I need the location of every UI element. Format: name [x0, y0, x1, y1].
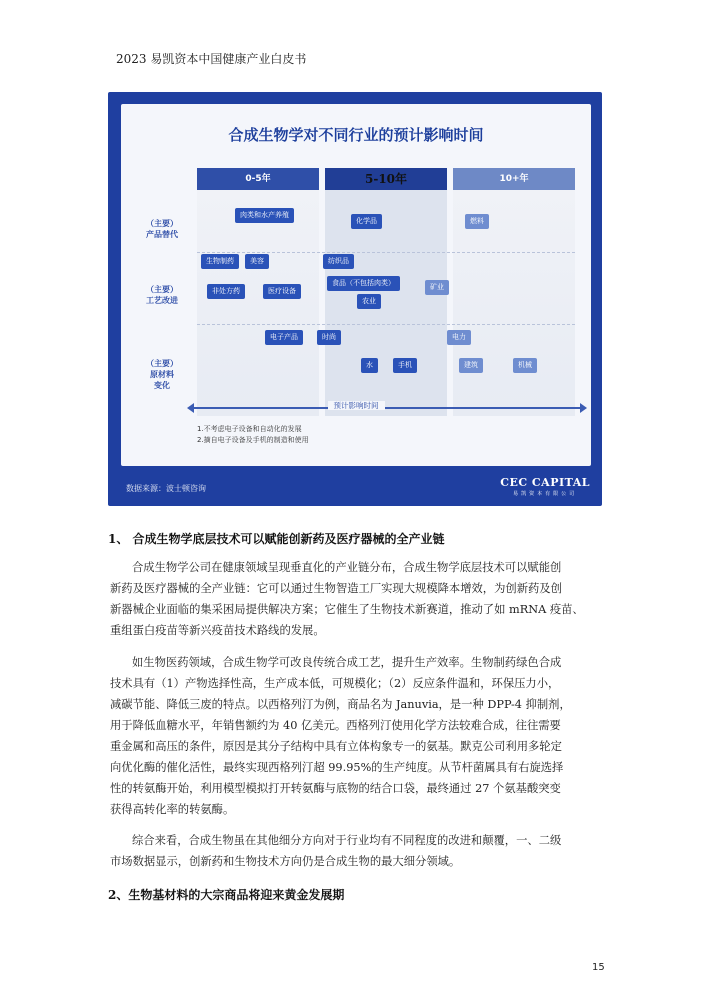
paragraph-line: 如生物医药领域，合成生物学可改良传统合成工艺，提升生产效率。生物制药绿色合成	[132, 656, 562, 669]
tag-construction: 建筑	[459, 358, 483, 373]
figure-note: 1.不考虑电子设备和自动化的发展	[197, 425, 302, 433]
figure-title: 合成生物学对不同行业的预计影响时间	[228, 126, 484, 144]
column-header-5-10: 5-10年	[325, 168, 447, 190]
paragraph-line: 市场数据显示，创新药和生物技术方向仍是合成生物的最大细分领域。	[110, 855, 461, 868]
paragraph-2	[110, 652, 604, 820]
row-separator	[197, 324, 575, 325]
row-separator	[197, 252, 575, 253]
row-label-line: 产品替代	[146, 230, 178, 239]
tag-machinery: 机械	[513, 358, 537, 373]
tag-meat-aquaculture: 肉类和水产养殖	[235, 208, 294, 223]
paragraph-line: 综合来看，合成生物虽在其他细分方向对于行业均有不同程度的改进和颠覆，一、二级	[132, 834, 562, 847]
column-bg-5-10	[325, 186, 447, 416]
paragraph-line: 向优化酶的催化活性，最终实现西格列汀超 99.95%的生产纯度。从节杆菌属具有右旋选择	[110, 761, 564, 774]
paragraph-line: 性的转氨酶开始，利用模型模拟打开转氨酶与底物的结合口袋，最终通过 27 个氨基酸突变	[110, 782, 561, 795]
section-heading-2: 2、生物基材料的大宗商品将迎来黄金发展期	[108, 888, 345, 902]
running-header: 2023 易凯资本中国健康产业白皮书	[116, 52, 307, 66]
tag-textiles: 纺织品	[323, 254, 354, 269]
paragraph-line: 新药及医疗器械的全产业链：它可以通过生物智造工厂实现大规模降本增效，为创新药及创	[110, 582, 562, 595]
row-label-line: 工艺改进	[146, 296, 178, 305]
figure-source: 数据来源：波士顿咨询	[126, 484, 206, 493]
row-label-product-substitution	[135, 218, 189, 240]
paragraph-line: 新器械企业面临的集采困局提供解决方案；它催生了生物技术新赛道，推动了如 mRNA 疫苗、	[110, 603, 584, 616]
page-number: 15	[592, 962, 605, 973]
row-label-line: （主要）	[146, 219, 178, 228]
tag-food-excl-meat: 食品（不包括肉类）	[327, 276, 400, 291]
row-label-line: 原材料	[150, 370, 174, 379]
tag-power: 电力	[447, 330, 471, 345]
figure-panel	[121, 104, 591, 466]
tag-otc: 非处方药	[207, 284, 245, 299]
tag-agriculture: 农业	[357, 294, 381, 309]
tag-fuel: 燃料	[465, 214, 489, 229]
paragraph-1	[110, 557, 604, 641]
paragraph-3	[110, 830, 604, 872]
paragraph-line: 合成生物学公司在健康领域呈现垂直化的产业链分布，合成生物学底层技术可以赋能创	[132, 561, 562, 574]
paragraph-line: 重组蛋白疫苗等新兴疫苗技术路线的发展。	[110, 624, 325, 637]
cec-capital-logo	[500, 476, 590, 497]
row-label-line: （主要）	[146, 359, 178, 368]
tag-mining: 矿业	[425, 280, 449, 295]
paragraph-line: 重金属和高压的条件，原因是其分子结构中具有立体构象专一的氨基。默克公司利用多轮定	[110, 740, 562, 753]
tag-water: 水	[361, 358, 378, 373]
logo-sub-text: 易凯资本有限公司	[513, 491, 578, 497]
row-label-raw-material-change	[135, 358, 189, 391]
column-header-10-plus: 10+年	[453, 168, 575, 190]
row-label-line: （主要）	[146, 285, 178, 294]
paragraph-line: 减碳节能、降低三废的特点。以西格列汀为例，商品名为 Januvia，是一种 DPP-4 抑制剂，	[110, 698, 571, 711]
paragraph-line: 获得高转化率的转氨酶。	[110, 803, 235, 816]
figure-synbio-impact-timeline	[108, 92, 602, 506]
section-heading-1: 1、 合成生物学底层技术可以赋能创新药及医疗器械的全产业链	[108, 532, 445, 546]
axis-label-text: 预计影响时间	[328, 401, 385, 410]
figure-note: 2.摘自电子设备及手机的制造和使用	[197, 436, 309, 444]
logo-main-text: CEC CAPITAL	[500, 476, 590, 489]
tag-chemicals: 化学品	[351, 214, 382, 229]
row-label-process-improvement	[135, 284, 189, 306]
paragraph-line: 用于降低血糖水平，年销售额约为 40 亿美元。西格列汀使用化学方法较难合成，往往需要	[110, 719, 561, 732]
row-label-line: 变化	[154, 381, 170, 390]
tag-biopharma: 生物制药	[201, 254, 239, 269]
tag-phones: 手机	[393, 358, 417, 373]
paragraph-line: 技术具有（1）产物选择性高，生产成本低，可规模化；（2）反应条件温和，环保压力小，	[110, 677, 560, 690]
tag-fashion: 时尚	[317, 330, 341, 345]
timeline-axis-label	[121, 400, 591, 411]
tag-beauty: 美容	[245, 254, 269, 269]
column-header-0-5: 0-5年	[197, 168, 319, 190]
tag-medical-devices: 医疗设备	[263, 284, 301, 299]
tag-electronics: 电子产品	[265, 330, 303, 345]
